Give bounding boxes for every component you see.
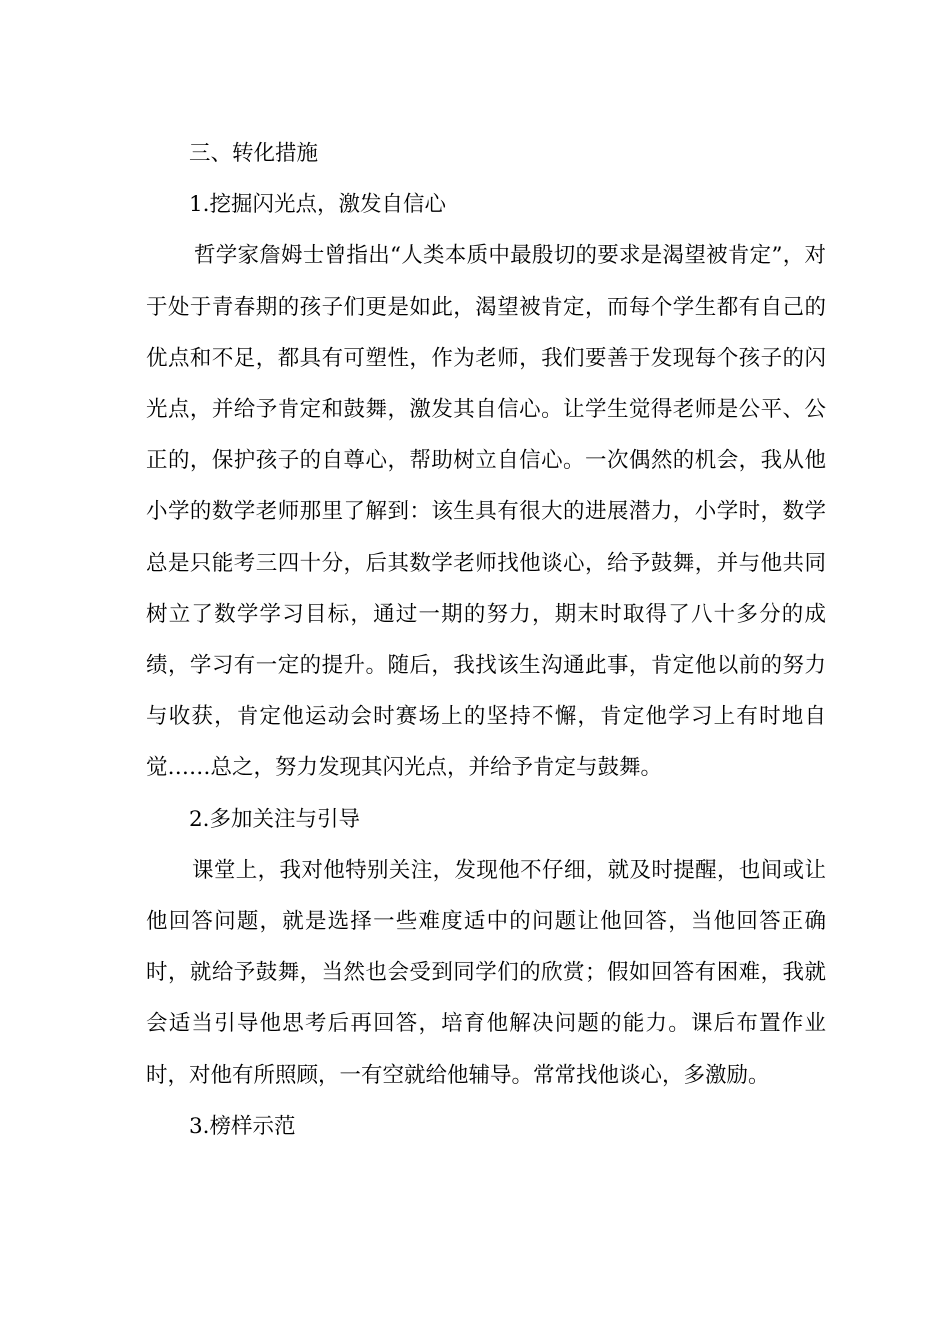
document-page [146, 128, 826, 1152]
section-title: 三、转化措施 [189, 141, 319, 166]
paragraph-1: 哲学家詹姆士曾指出“人类本质中最殷切的要求是渴望被肯定”，对于处于青春期的孩子们更是如此，渴望被肯定，而每个学生都有自己的优点和不足，都具有可塑性，作为老师，我们要善于发现每个孩子的闪光点，并给予肯定和鼓舞，激发其自信心。让学生觉得老师是公平、公正的，保护孩子的自尊心，帮助树立自信心。一次偶然的机会，我从他小学的数学老师那里了解到：该生具有很大的进展潜力，小学时，数学总是只能考三四十分，后其数学老师找他谈心，给予鼓舞，并与他共同树立了数学学习目标，通过一期的努力，期末时取得了八十多分的成绩，学习有一定的提升。随后，我找该生沟通此事，肯定他以前的努力与收获，肯定他运动会时赛场上的坚持不懈，肯定他学习上有时地自觉……总之，努力发现其闪光点，并给予肯定与鼓舞。 [146, 243, 826, 781]
subsection-heading-2: 2.多加关注与引导 [189, 806, 361, 832]
paragraph-2: 课堂上，我对他特别关注，发现他不仔细，就及时提醒，也间或让他回答问题，就是选择一些难度适中的问题让他回答，当他回答正确时，就给予鼓舞，当然也会受到同学们的欣赏；假如回答有困难，我就会适当引导他思考后再回答，培育他解决问题的能力。课后布置作业时，对他有所照顾，一有空就给他辅导。常常找他谈心，多激励。 [146, 857, 826, 1088]
subsection-heading-1: 1.挖掘闪光点，激发自信心 [189, 192, 447, 218]
subsection-heading-3: 3.榜样示范 [189, 1113, 296, 1139]
